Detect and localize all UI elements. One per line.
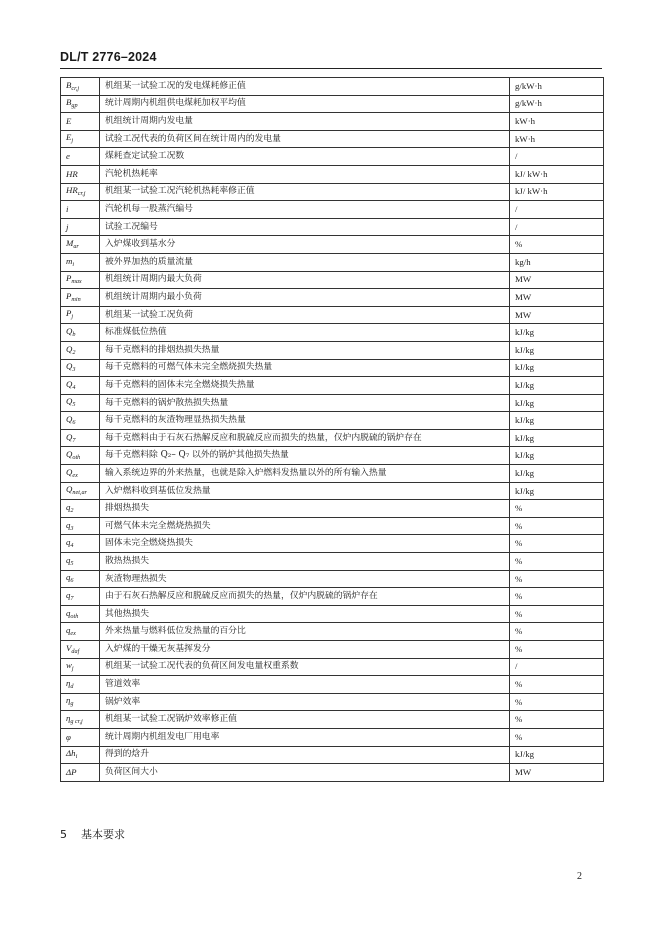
table-row	[61, 148, 604, 166]
table-row	[61, 553, 604, 571]
table-row	[61, 78, 604, 96]
symbol-subscript: 3	[72, 366, 76, 374]
symbol-cell	[61, 500, 100, 518]
symbol-subscript: 7	[72, 436, 76, 444]
table-row	[61, 201, 604, 219]
description-cell: 机组某一试验工况锅炉效率修正值	[100, 711, 510, 729]
symbols-table-body	[61, 78, 604, 782]
table-row	[61, 429, 604, 447]
unit-cell: kJ/kg	[510, 482, 604, 500]
description-cell: 每千克燃料由于石灰石热解反应和脱硫反应而损失的热量，仅炉内脱硫的锅炉存在	[100, 429, 510, 447]
unit-cell: MW	[510, 764, 604, 782]
symbol-cell	[61, 605, 100, 623]
symbol-cell	[61, 641, 100, 659]
page-number: 2	[577, 871, 582, 882]
unit-cell: g/kW·h	[510, 95, 604, 113]
symbol-cell	[61, 570, 100, 588]
table-row	[61, 447, 604, 465]
symbol-cell	[61, 130, 100, 148]
description-cell: 机组某一试验工况代表的负荷区间发电量权重系数	[100, 658, 510, 676]
symbol-cell	[61, 306, 100, 324]
symbol-main: Q	[66, 431, 73, 442]
symbol-cell	[61, 482, 100, 500]
symbol-cell	[61, 78, 100, 96]
symbol-main: Q	[66, 466, 73, 477]
symbol-cell	[61, 658, 100, 676]
table-row	[61, 341, 604, 359]
symbol-cell	[61, 412, 100, 430]
symbol-subscript: 6	[72, 418, 76, 426]
symbol-main: P	[66, 308, 72, 319]
symbol-subscript: cr,j	[71, 84, 80, 92]
unit-cell: %	[510, 535, 604, 553]
description-cell: 其他热损失	[100, 605, 510, 623]
description-cell: 煤耗查定试验工况数	[100, 148, 510, 166]
symbol-subscript: max	[71, 278, 82, 286]
table-row	[61, 482, 604, 500]
unit-cell: %	[510, 728, 604, 746]
symbol-main: V	[66, 642, 72, 653]
symbol-cell	[61, 588, 100, 606]
description-cell: 机组统计周期内发电量	[100, 113, 510, 131]
unit-cell: kg/h	[510, 253, 604, 271]
description-cell: 机组某一试验工况负荷	[100, 306, 510, 324]
symbol-main: j	[66, 221, 69, 232]
unit-cell: %	[510, 693, 604, 711]
symbol-subscript: 5	[72, 401, 76, 409]
symbol-subscript: g cr,j	[70, 718, 83, 726]
table-row	[61, 271, 604, 289]
symbol-main: q	[66, 519, 71, 530]
symbol-cell	[61, 289, 100, 307]
symbol-cell	[61, 447, 100, 465]
description-cell: 被外界加热的质量流量	[100, 253, 510, 271]
symbol-subscript: oth	[70, 612, 79, 620]
symbol-subscript: i	[75, 753, 78, 761]
symbol-cell	[61, 693, 100, 711]
description-cell: 外来热量与燃料低位发热量的百分比	[100, 623, 510, 641]
symbol-subscript: oth	[72, 454, 81, 462]
symbol-main: Q	[66, 361, 73, 372]
table-row	[61, 570, 604, 588]
table-row	[61, 218, 604, 236]
unit-cell: /	[510, 148, 604, 166]
unit-cell: %	[510, 623, 604, 641]
description-cell: 每千克燃料除 Q₂– Q₇ 以外的锅炉其他损失热量	[100, 447, 510, 465]
description-cell: 灰渣物理热损失	[100, 570, 510, 588]
table-row	[61, 623, 604, 641]
description-cell: 输入系统边界的外来热量，也就是除入炉燃料发热量以外的所有输入热量	[100, 465, 510, 483]
symbol-subscript: 6	[70, 577, 74, 585]
description-cell: 汽轮机热耗率	[100, 165, 510, 183]
symbol-main: e	[66, 151, 70, 162]
table-row	[61, 517, 604, 535]
description-cell: 机组某一试验工况汽轮机热耗率修正值	[100, 183, 510, 201]
unit-cell: kJ/kg	[510, 465, 604, 483]
description-cell: 机组统计周期内最大负荷	[100, 271, 510, 289]
header-rule	[60, 68, 602, 69]
table-row	[61, 693, 604, 711]
symbol-subscript: daf	[71, 647, 80, 655]
symbol-main: q	[66, 537, 71, 548]
symbol-cell	[61, 676, 100, 694]
table-row	[61, 253, 604, 271]
symbol-subscript: j	[71, 313, 74, 321]
standard-code: DL/T 2776–2024	[60, 50, 157, 64]
symbol-subscript: ex	[70, 630, 76, 638]
unit-cell: %	[510, 570, 604, 588]
table-row	[61, 465, 604, 483]
unit-cell: kJ/kg	[510, 324, 604, 342]
symbol-cell	[61, 341, 100, 359]
symbol-main: Q	[66, 413, 73, 424]
symbol-main: ΔP	[66, 767, 77, 778]
symbol-cell	[61, 465, 100, 483]
description-cell: 入炉煤收到基水分	[100, 236, 510, 254]
symbol-main: Δh	[66, 748, 76, 759]
symbol-subscript: i	[72, 260, 75, 268]
description-cell: 由于石灰石热解反应和脱硫反应而损失的热量，仅炉内脱硫的锅炉存在	[100, 588, 510, 606]
unit-cell: kJ/kg	[510, 447, 604, 465]
description-cell: 试验工况编号	[100, 218, 510, 236]
description-cell: 入炉煤的干燥无灰基挥发分	[100, 641, 510, 659]
unit-cell: MW	[510, 306, 604, 324]
description-cell: 统计周期内机组发电厂用电率	[100, 728, 510, 746]
symbol-subscript: ar	[73, 243, 79, 251]
symbol-main: i	[66, 204, 69, 215]
symbol-cell	[61, 764, 100, 782]
symbol-subscript: b	[72, 331, 76, 338]
symbol-cell	[61, 429, 100, 447]
symbol-main: φ	[66, 731, 71, 742]
symbol-subscript: 4	[70, 542, 74, 550]
table-row	[61, 764, 604, 782]
unit-cell: MW	[510, 271, 604, 289]
description-cell: 每千克燃料的固体未完全燃烧损失热量	[100, 377, 510, 395]
symbol-subscript: min	[71, 295, 81, 303]
symbol-subscript: cr,j	[77, 190, 86, 198]
description-cell: 固体未完全燃烧热损失	[100, 535, 510, 553]
unit-cell: %	[510, 553, 604, 571]
symbol-subscript: ex	[72, 471, 78, 479]
unit-cell: kJ/kg	[510, 341, 604, 359]
unit-cell: %	[510, 500, 604, 518]
table-row	[61, 324, 604, 342]
unit-cell: g/kW·h	[510, 78, 604, 96]
symbol-main: HR	[66, 168, 78, 179]
symbol-cell	[61, 553, 100, 571]
symbol-main: q	[66, 625, 71, 636]
symbol-subscript: 2	[70, 506, 74, 514]
symbol-main: Q	[66, 326, 73, 336]
description-cell: 每千克燃料的排烟热损失热量	[100, 341, 510, 359]
symbol-subscript: gp	[71, 102, 78, 110]
symbol-subscript: 4	[72, 383, 76, 391]
symbol-cell	[61, 711, 100, 729]
table-row	[61, 746, 604, 764]
table-row	[61, 658, 604, 676]
symbol-subscript: g	[70, 700, 74, 708]
symbol-cell	[61, 377, 100, 395]
symbol-main: HR	[66, 185, 78, 196]
table-row	[61, 711, 604, 729]
symbol-cell	[61, 746, 100, 764]
symbol-subscript: j	[71, 665, 74, 673]
symbols-table	[60, 77, 604, 782]
description-cell: 汽轮机每一股蒸汽编号	[100, 201, 510, 219]
symbol-subscript: 5	[70, 559, 74, 567]
description-cell: 得到的焓升	[100, 746, 510, 764]
unit-cell: %	[510, 676, 604, 694]
symbol-cell	[61, 165, 100, 183]
symbol-main: Q	[66, 396, 73, 407]
symbol-main: Q	[66, 378, 73, 389]
symbol-cell	[61, 113, 100, 131]
description-cell: 试验工况代表的负荷区间在统计周内的发电量	[100, 130, 510, 148]
description-cell: 每千克燃料的锅炉散热损失热量	[100, 394, 510, 412]
table-row	[61, 605, 604, 623]
unit-cell: kW·h	[510, 130, 604, 148]
symbol-subscript: 2	[72, 348, 76, 356]
description-cell: 排烟热损失	[100, 500, 510, 518]
table-row	[61, 588, 604, 606]
unit-cell: %	[510, 588, 604, 606]
symbol-cell	[61, 394, 100, 412]
symbol-cell	[61, 623, 100, 641]
symbol-main: q	[66, 589, 71, 600]
symbol-main: B	[66, 79, 72, 90]
unit-cell: %	[510, 711, 604, 729]
table-row	[61, 359, 604, 377]
table-row	[61, 676, 604, 694]
symbol-main: w	[66, 660, 72, 671]
table-row	[61, 535, 604, 553]
symbol-cell	[61, 183, 100, 201]
description-cell: 可燃气体未完全燃烧热损失	[100, 517, 510, 535]
table-row	[61, 165, 604, 183]
symbol-main: E	[66, 132, 72, 143]
description-cell: 每千克燃料的灰渣物理显热损失热量	[100, 412, 510, 430]
description-cell: 机组某一试验工况的发电煤耗修正值	[100, 78, 510, 96]
table-row	[61, 728, 604, 746]
table-row	[61, 183, 604, 201]
section-heading	[60, 826, 139, 842]
symbol-main: m	[66, 255, 73, 266]
symbol-cell	[61, 201, 100, 219]
symbol-cell	[61, 728, 100, 746]
symbol-cell	[61, 517, 100, 535]
symbol-subscript: j	[71, 137, 74, 145]
unit-cell: /	[510, 218, 604, 236]
description-cell: 入炉燃料收到基低位发热量	[100, 482, 510, 500]
symbol-subscript: net,ar	[72, 489, 87, 497]
table-row	[61, 130, 604, 148]
unit-cell: kJ/ kW·h	[510, 165, 604, 183]
unit-cell: /	[510, 201, 604, 219]
symbol-main: η	[66, 677, 71, 688]
symbol-cell	[61, 148, 100, 166]
symbol-cell	[61, 271, 100, 289]
description-cell: 每千克燃料的可燃气体未完全燃烧损失热量	[100, 359, 510, 377]
description-cell: 机组统计周期内最小负荷	[100, 289, 510, 307]
unit-cell: kJ/kg	[510, 746, 604, 764]
unit-cell: /	[510, 658, 604, 676]
unit-cell: kW·h	[510, 113, 604, 131]
table-row	[61, 377, 604, 395]
unit-cell: kJ/kg	[510, 429, 604, 447]
unit-cell: %	[510, 605, 604, 623]
unit-cell: kJ/kg	[510, 377, 604, 395]
symbol-main: Q	[66, 484, 73, 495]
description-cell: 锅炉效率	[100, 693, 510, 711]
table-row	[61, 113, 604, 131]
table-row	[61, 394, 604, 412]
table-row	[61, 500, 604, 518]
description-cell: 散热热损失	[100, 553, 510, 571]
symbol-main: q	[66, 501, 71, 512]
symbol-main: E	[66, 116, 72, 127]
symbol-main: q	[66, 607, 71, 618]
symbol-cell	[61, 253, 100, 271]
symbol-subscript: 7	[70, 594, 74, 602]
description-cell: 标准煤低位热值	[100, 324, 510, 342]
table-row	[61, 306, 604, 324]
symbol-cell	[61, 218, 100, 236]
symbol-subscript: 3	[70, 524, 74, 532]
unit-cell: kJ/kg	[510, 359, 604, 377]
unit-cell: kJ/ kW·h	[510, 183, 604, 201]
table-row	[61, 95, 604, 113]
symbol-main: P	[66, 290, 72, 301]
symbol-main: P	[66, 273, 72, 284]
symbol-cell	[61, 236, 100, 254]
unit-cell: %	[510, 236, 604, 254]
table-row	[61, 289, 604, 307]
symbol-main: η	[66, 713, 71, 724]
symbol-main: M	[66, 238, 74, 249]
section-title: 基本要求	[81, 828, 125, 841]
description-cell: 负荷区间大小	[100, 764, 510, 782]
unit-cell: kJ/kg	[510, 394, 604, 412]
unit-cell: MW	[510, 289, 604, 307]
symbol-main: Q	[66, 343, 73, 354]
description-cell: 管道效率	[100, 676, 510, 694]
symbol-subscript: d	[70, 682, 74, 690]
table-row	[61, 641, 604, 659]
symbol-main: η	[66, 695, 71, 706]
unit-cell: kJ/kg	[510, 412, 604, 430]
description-cell: 统计周期内机组供电煤耗加权平均值	[100, 95, 510, 113]
symbol-main: Q	[66, 449, 73, 460]
table-row	[61, 236, 604, 254]
unit-cell: %	[510, 517, 604, 535]
section-number: 5	[60, 828, 67, 841]
symbol-cell	[61, 535, 100, 553]
symbol-cell	[61, 95, 100, 113]
symbol-main: q	[66, 554, 71, 565]
unit-cell: %	[510, 641, 604, 659]
symbol-main: B	[66, 97, 72, 108]
symbol-cell	[61, 324, 100, 342]
symbol-main: q	[66, 572, 71, 583]
table-row	[61, 412, 604, 430]
symbol-cell	[61, 359, 100, 377]
